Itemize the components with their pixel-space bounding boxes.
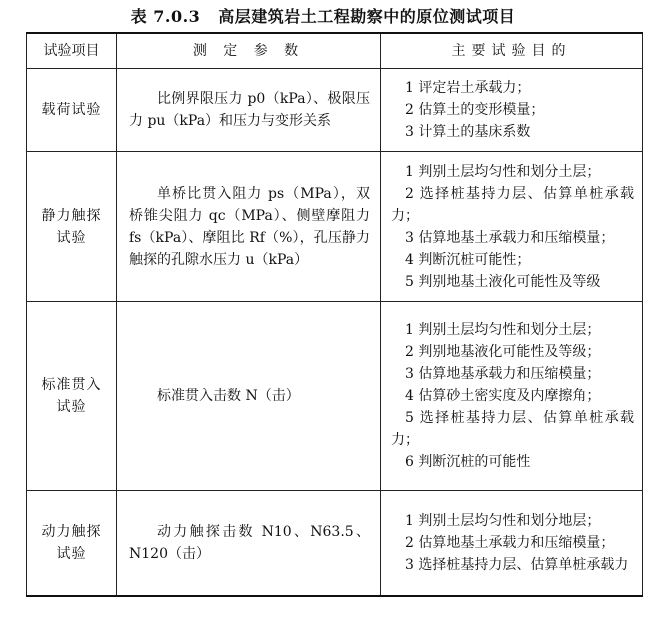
- test-params: [117, 491, 381, 597]
- purpose-item: 3 估算地基承载力和压缩模量；: [405, 366, 601, 382]
- test-item: 动力触探试验: [27, 491, 117, 597]
- test-item: 静力触探试验: [27, 152, 117, 302]
- table-row: [27, 152, 643, 302]
- table-number: 表 7.0.3: [130, 7, 201, 26]
- table-title: 高层建筑岩土工程勘察中的原位测试项目: [218, 7, 516, 26]
- purpose-item: 4 判断沉桩可能性；: [405, 251, 531, 268]
- table-caption: [0, 4, 646, 27]
- test-purposes: [381, 491, 643, 597]
- test-purposes: [381, 152, 643, 302]
- table-row: [27, 491, 643, 597]
- purpose-item: 6 判断沉桩的可能性: [405, 454, 531, 470]
- test-params: [117, 152, 381, 302]
- purpose-item: 2 选择桩基持力层、估算单桩承载力；: [391, 185, 634, 224]
- test-params-text: 动力触探击数 N10、N63.5、N120（击）: [129, 524, 370, 562]
- in-situ-test-table: [26, 32, 643, 597]
- purpose-item: 2 估算土的变形模量；: [405, 102, 545, 118]
- test-item: 标准贯入试验: [27, 302, 117, 491]
- header-row: [27, 33, 643, 69]
- purpose-item: 3 估算地基土承载力和压缩模量；: [405, 229, 615, 246]
- purpose-item: 3 选择桩基持力层、估算单桩承载力: [405, 557, 629, 573]
- test-params-text: 单桥比贯入阻力 ps（MPa），双桥锥尖阻力 qc（MPa）、侧壁摩阻力 fs（kPa）、摩阻比 Rf（%），孔压静力触探的孔隙水压力 u（kPa）: [129, 185, 370, 268]
- test-params: [117, 302, 381, 491]
- purpose-item: 4 估算砂土密实度及内摩擦角；: [405, 388, 601, 404]
- test-params-text: 比例界限压力 p0（kPa）、极限压力 pu（kPa）和压力与变形关系: [129, 91, 370, 129]
- test-item: 载荷试验: [27, 69, 117, 152]
- purpose-item: 1 判别土层均匀性和划分土层；: [405, 163, 601, 180]
- purpose-item: 1 评定岩土承载力；: [405, 80, 531, 96]
- purpose-item: 1 判别土层均匀性和划分地层；: [405, 513, 601, 529]
- test-purposes: [381, 302, 643, 491]
- header-purpose: 主要试验目的: [381, 33, 643, 69]
- table-row: [27, 69, 643, 152]
- header-item: 试验项目: [27, 33, 117, 69]
- table-row: [27, 302, 643, 491]
- purpose-item: 3 计算土的基床系数: [405, 124, 531, 140]
- purpose-item: 2 判别地基液化可能性及等级；: [405, 344, 601, 360]
- purpose-item: 5 选择桩基持力层、估算单桩承载力；: [391, 410, 634, 448]
- purpose-item: 1 判别土层均匀性和划分土层；: [405, 322, 601, 338]
- test-params-text: 标准贯入击数 N（击）: [157, 388, 300, 404]
- test-params: [117, 69, 381, 152]
- header-params: 测 定 参 数: [117, 33, 381, 69]
- purpose-item: 5 判别地基土液化可能性及等级: [405, 273, 601, 290]
- purpose-item: 2 估算地基土承载力和压缩模量；: [405, 535, 615, 551]
- test-purposes: [381, 69, 643, 152]
